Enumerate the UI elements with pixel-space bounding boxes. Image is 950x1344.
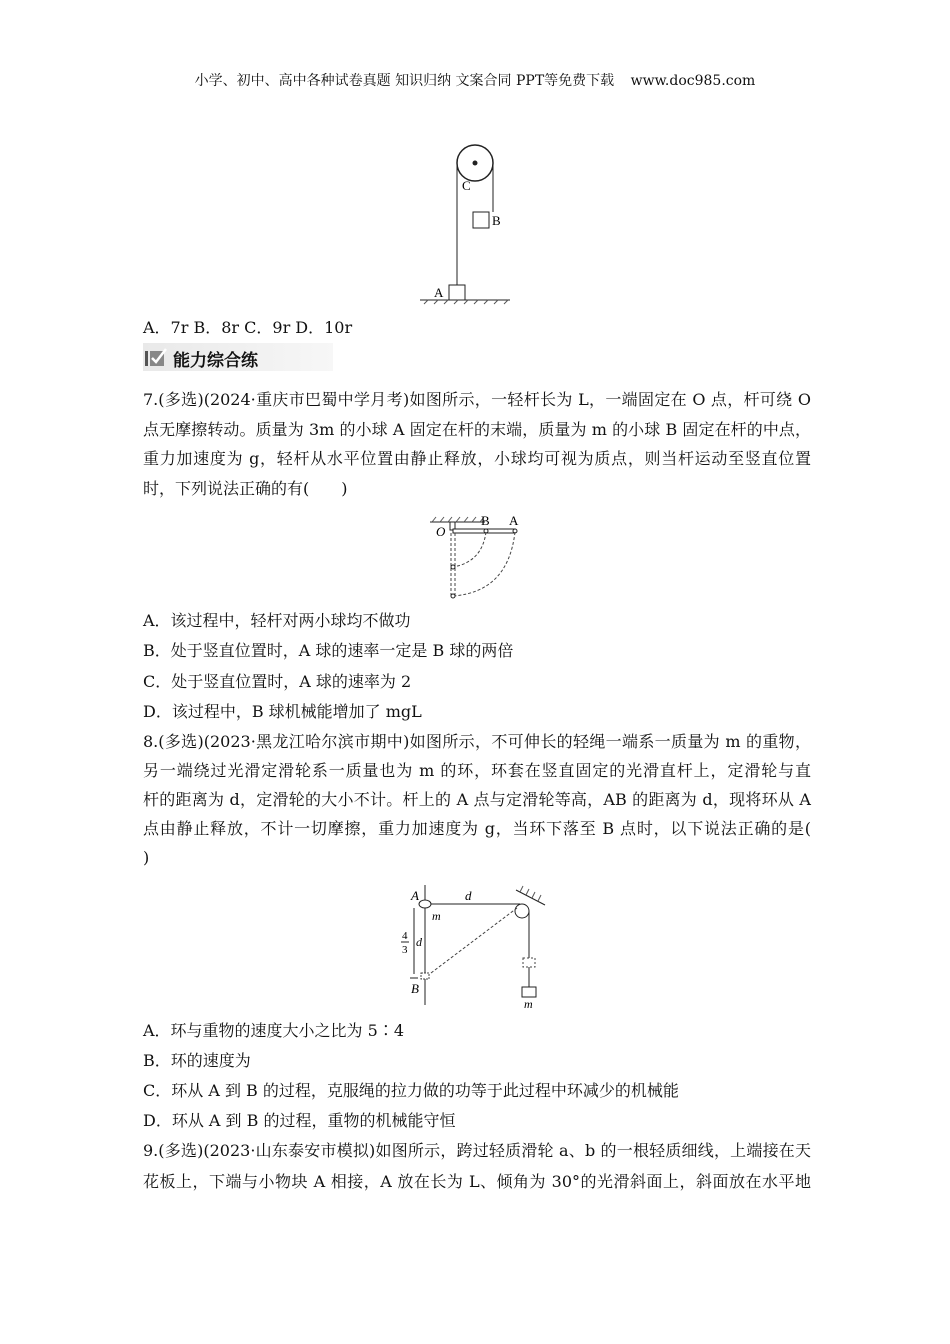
q7-option-a: A．该过程中，轻杆对两小球均不做功 — [143, 611, 411, 630]
header-url[interactable]: www.doc985.com — [630, 73, 756, 89]
label-b: B — [411, 981, 419, 996]
label-b: B — [492, 213, 501, 228]
q8-option-c: C．环从 A 到 B 的过程，克服绳的拉力做的功等于此过程中环减少的机械能 — [143, 1081, 679, 1100]
label-d: d — [465, 888, 472, 903]
q7-option-d: D．该过程中，B 球机械能增加了 mgL — [143, 702, 422, 721]
q9-line: 9.(多选)(2023·山东泰安市模拟)如图所示，跨过轻质滑轮 a、b 的一根轻质细线，上端接在天 — [143, 1141, 811, 1160]
q7-option-b: B．处于竖直位置时，A 球的速率一定是 B 球的两倍 — [143, 641, 514, 660]
q8-line: 点由静止释放，不计一切摩擦，重力加速度为 g，当环下落至 B 点时，以下说法正确的是( — [143, 819, 811, 838]
label-m-ring: m — [432, 909, 441, 923]
q8-line: 8.(多选)(2023·黑龙江哈尔滨市期中)如图所示，不可伸长的轻绳一端系一质量为 m 的重物， — [143, 732, 811, 751]
frac-d: d — [416, 935, 422, 949]
q8-option-a: A．环与重物的速度大小之比为 5∶4 — [143, 1021, 405, 1040]
label-b: B — [481, 513, 490, 528]
q8-line: 杆的距离为 d，定滑轮的大小不计。杆上的 A 点与定滑轮等高，AB 的距离为 d，现将环从 A — [143, 790, 811, 809]
ring-pulley-figure — [380, 880, 560, 1010]
label-c: C — [462, 178, 471, 193]
label-a: A — [434, 285, 444, 300]
label-m-weight: m — [524, 997, 533, 1010]
section-heading — [143, 343, 333, 371]
q6-options: A．7r B．8r C．9r D．10r — [143, 318, 353, 337]
q8-line: ) — [143, 848, 150, 867]
q8-option-b: B．环的速度为 — [143, 1051, 251, 1070]
q9-line: 花板上，下端与小物块 A 相接，A 放在长为 L、倾角为 30°的光滑斜面上，斜面放在水平地 — [143, 1172, 811, 1191]
frac-denominator: 3 — [402, 944, 408, 956]
label-a: A — [509, 513, 519, 528]
label-o: O — [436, 524, 446, 539]
frac-numerator: 4 — [402, 930, 408, 942]
page-header — [0, 70, 950, 90]
q7-line: 7.(多选)(2024·重庆市巴蜀中学月考)如图所示，一轻杆长为 L，一端固定在 O 点，杆可绕 O — [143, 390, 811, 409]
label-a: A — [411, 888, 419, 903]
q7-option-c: C．处于竖直位置时，A 球的速率为 2 — [143, 672, 412, 691]
pulley-figure — [410, 140, 520, 310]
q7-line: 点无摩擦转动。质量为 3m 的小球 A 固定在杆的末端，质量为 m 的小球 B 固定在杆的中点， — [143, 420, 811, 439]
q8-option-d: D．环从 A 到 B 的过程，重物的机械能守恒 — [143, 1111, 456, 1130]
header-text: 小学、初中、高中各种试卷真题 知识归纳 文案合同 PPT等免费下载 — [194, 73, 615, 89]
q7-line: 时，下列说法正确的有( ) — [143, 479, 348, 498]
q7-line: 重力加速度为 g，轻杆从水平位置由静止释放，小球均可视为质点，则当杆运动至竖直位置 — [143, 449, 811, 468]
section-title: 能力综合练 — [173, 351, 258, 371]
q8-line: 另一端绕过光滑定滑轮系一质量也为 m 的环，环套在竖直固定的光滑直杆上，定滑轮与直 — [143, 761, 811, 780]
rod-figure — [420, 510, 540, 605]
checkbox-icon — [145, 347, 167, 367]
